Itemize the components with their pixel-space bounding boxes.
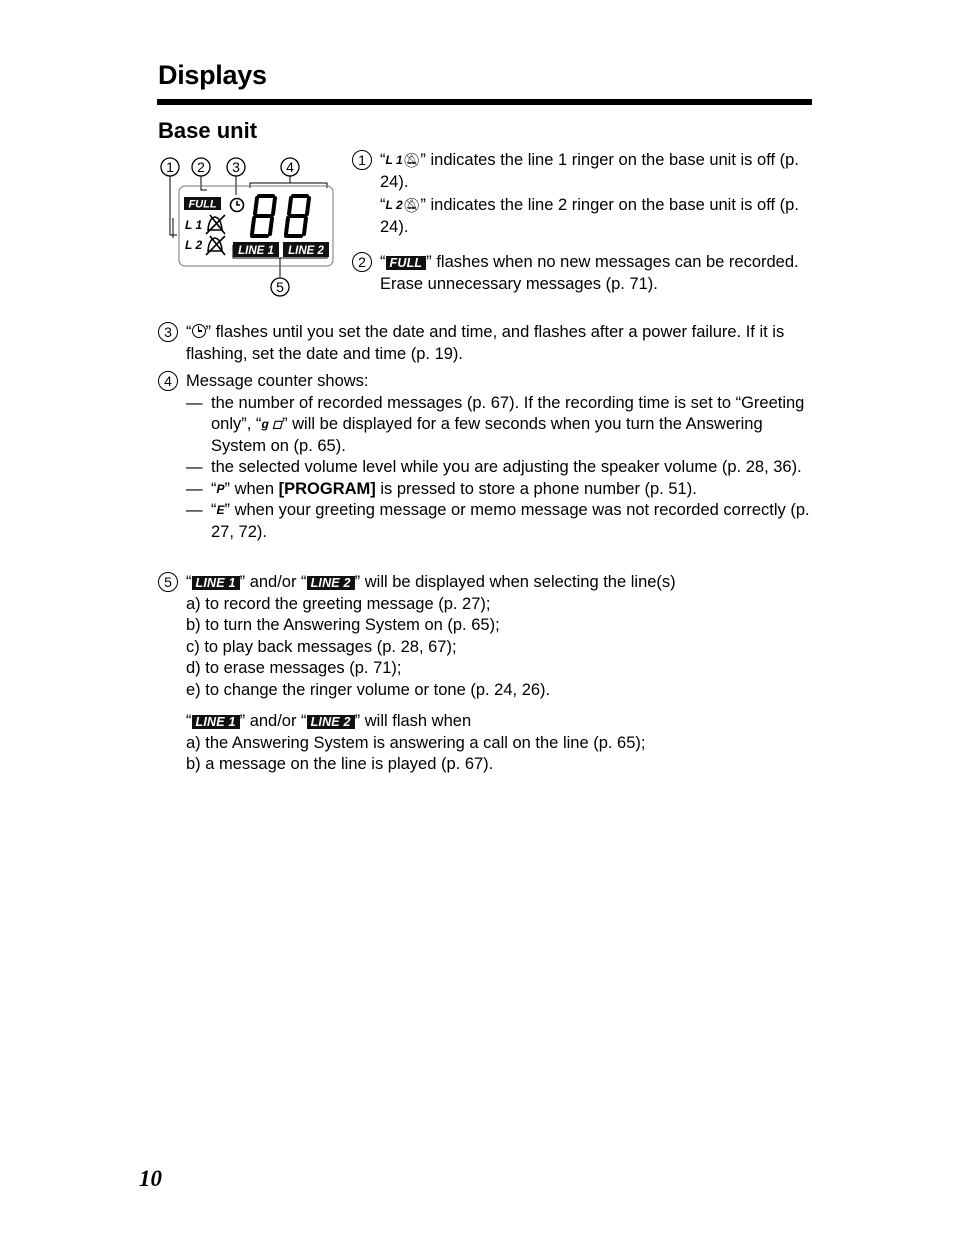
l2-indicator: L 2 [185, 238, 203, 252]
l1-glyph: L 1 [385, 153, 403, 167]
page-title: Displays [158, 60, 267, 90]
line1-indicator: LINE 1 [238, 245, 274, 257]
list-item: b) to turn the Answering System on (p. 65); [186, 616, 500, 634]
item-3-number: 3 [158, 322, 178, 342]
base-unit-display-diagram [155, 150, 345, 300]
list-item: e) to change the ringer volume or tone (p. 24, 26). [186, 680, 551, 699]
greeting-glyph: g ◻ [261, 417, 283, 431]
bell-off-icon-1 [206, 215, 225, 234]
callout-4: 4 [286, 159, 294, 175]
full-indicator: FULL [188, 198, 217, 211]
item-1-number: 1 [352, 150, 372, 170]
bell-off-icon: 🔕︎ [402, 197, 421, 213]
item-5-flash-list [158, 733, 812, 776]
l2-glyph: L 2 [385, 198, 403, 212]
item-5-flash-intro: “ LINE 1 ” and/or “ LINE 2 ” will flash when [186, 712, 472, 730]
clock-icon [231, 199, 244, 212]
program-key: [PROGRAM] [278, 479, 376, 498]
item-1-line1: “L 1🔕︎” indicates the line 1 ringer on the base unit is off (p. 24). [380, 151, 799, 191]
callout-2: 2 [197, 159, 205, 175]
list-item: c) to play back messages (p. 28, 67); [186, 637, 457, 656]
list-item: d) to erase messages (p. 71); [186, 659, 402, 677]
item-5-list [158, 594, 812, 702]
item-5 [158, 572, 812, 776]
list-item: a) to record the greeting message (p. 27); [186, 594, 491, 613]
item-4-bullet-2: — the selected volume level while you are adjusting the speaker volume (p. 28, 36). [186, 458, 802, 476]
callout-3: 3 [232, 159, 240, 175]
line2-badge: LINE 2 [307, 576, 355, 590]
item-3-text: “ ” flashes until you set the date and time, and flashes after a power failure. If it is flashing, set the date and time (p. 19). [186, 323, 785, 363]
item-4-bullet-4: — “E” when your greeting message or memo message was not recorded correctly (p. 27, 72). [186, 501, 810, 541]
item-4-bullet-3: — “P” when [PROGRAM] is pressed to store a phone number (p. 51). [186, 479, 812, 501]
item-4-number: 4 [158, 371, 178, 391]
page-number: 10 [139, 1166, 162, 1191]
item-4-bullets [158, 393, 812, 544]
display-diagram-svg [155, 150, 345, 300]
item-5-intro: “ LINE 1 ” and/or “ LINE 2 ” will be displayed when selecting the line(s) [186, 573, 676, 591]
line2-badge: LINE 2 [307, 715, 355, 729]
item-4 [158, 371, 812, 543]
item-1-line2: “L 2🔕︎” indicates the line 2 ringer on the base unit is off (p. 24). [380, 196, 799, 236]
error-glyph: E [216, 503, 225, 517]
seven-segment-digits [252, 196, 309, 236]
item-5-number: 5 [158, 572, 178, 592]
callout-1: 1 [166, 159, 174, 175]
item-4-intro: Message counter shows: [186, 372, 369, 390]
full-badge: FULL [386, 256, 427, 270]
line1-badge: LINE 1 [192, 715, 240, 729]
item-4-bullet-1: — the number of recorded messages (p. 67). If the recording time is set to “Greeting only”, “g ◻” will be displayed for a few seconds when you turn the Answering System on (p. 65). [186, 393, 805, 455]
program-glyph: P [216, 481, 225, 496]
clock-icon [192, 324, 206, 338]
callout-5: 5 [276, 279, 284, 295]
title-rule [157, 99, 812, 105]
item-2-text: “ FULL ” flashes when no new messages can be recorded. Erase unnecessary messages (p. 71). [380, 253, 799, 293]
l1-indicator: L 1 [185, 218, 203, 232]
item-2 [352, 252, 812, 295]
section-title: Base unit [158, 118, 258, 143]
bell-off-icon: 🔕︎ [402, 152, 421, 168]
line1-badge: LINE 1 [192, 576, 240, 590]
list-item: a) the Answering System is answering a call on the line (p. 65); [186, 733, 646, 752]
item-2-number: 2 [352, 252, 372, 272]
item-1 [352, 150, 812, 238]
bell-off-icon-2 [206, 236, 225, 255]
line2-indicator: LINE 2 [288, 245, 324, 257]
list-item: b) a message on the line is played (p. 67). [186, 755, 494, 773]
item-3 [158, 322, 812, 365]
